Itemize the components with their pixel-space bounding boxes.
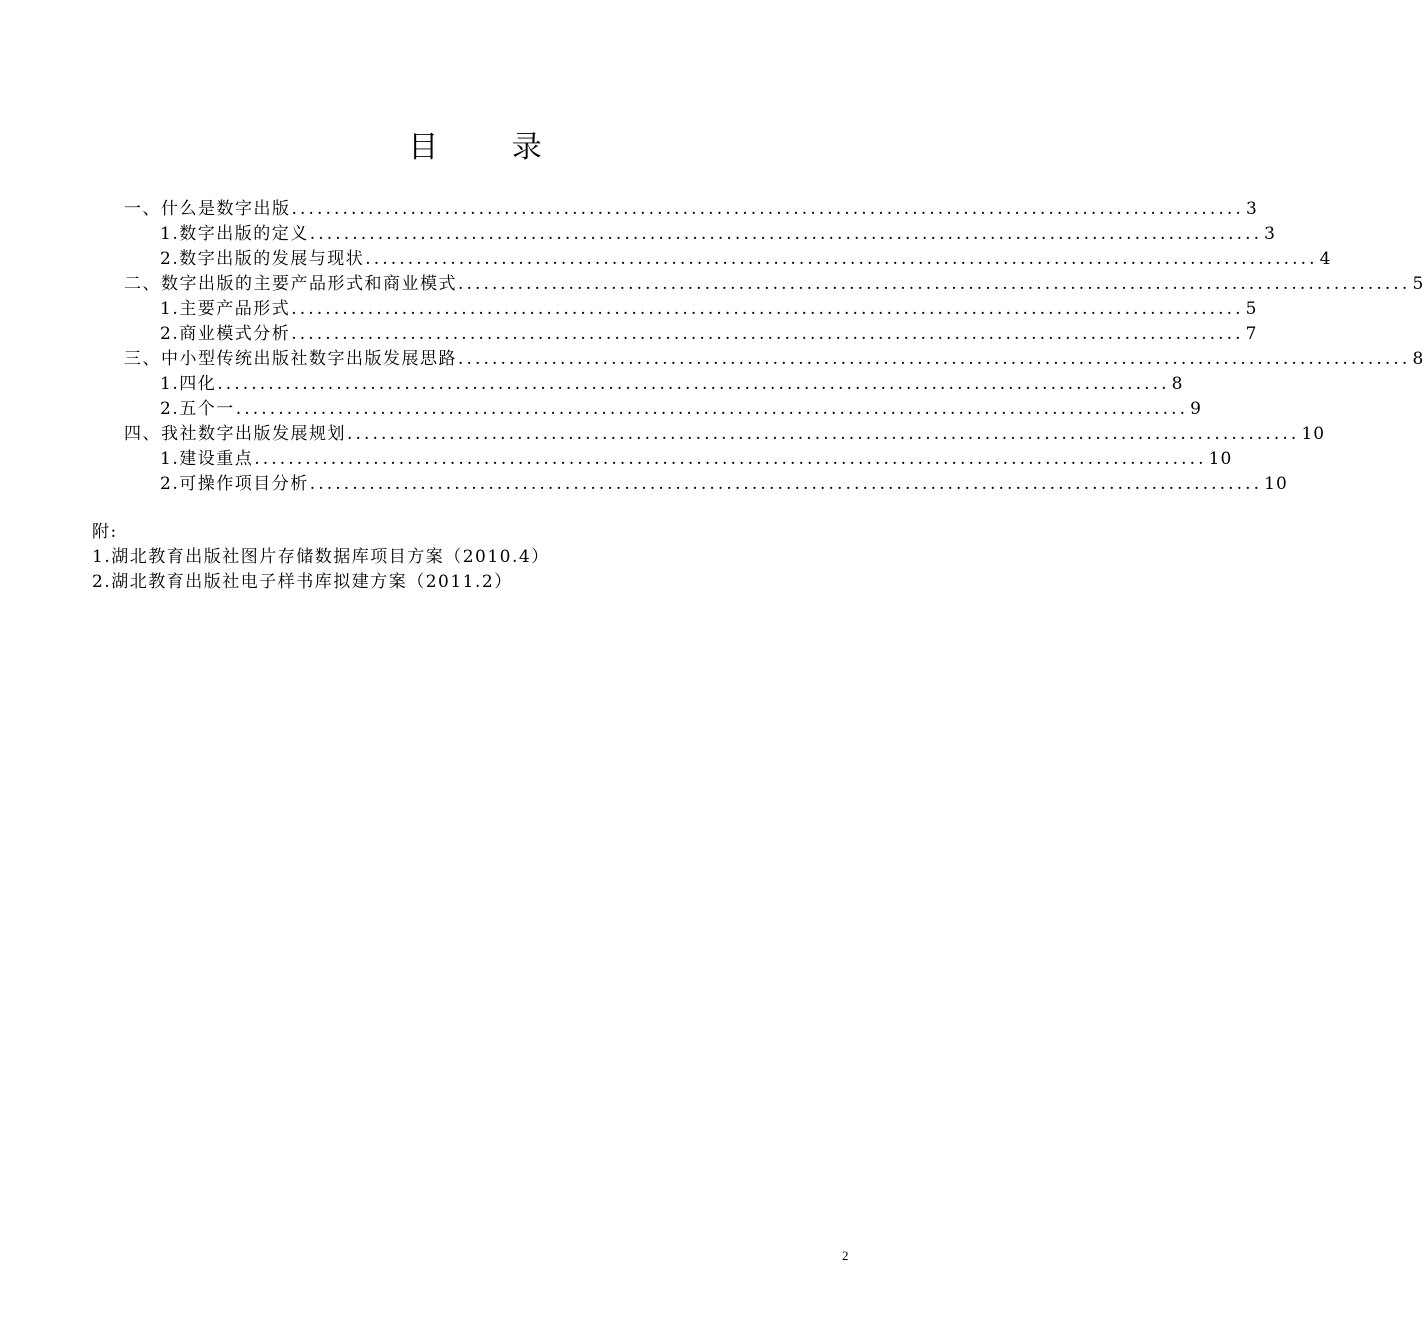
toc-entry-label: 2.数字出版的发展与现状	[160, 249, 365, 269]
toc-entry-label: 二、数字出版的主要产品形式和商业模式	[124, 274, 457, 294]
toc-dot-leader: ................................................................................................................	[458, 274, 1411, 294]
toc-entry-label: 一、什么是数字出版	[124, 199, 291, 219]
toc-dot-leader: ................................................................................................................	[347, 424, 1300, 444]
toc-entry-page: 10	[1208, 449, 1233, 469]
toc-entry-label: 1.数字出版的定义	[160, 224, 309, 244]
toc-entry-page: 4	[1319, 249, 1332, 269]
appendix-heading: 附:	[92, 522, 118, 542]
toc-dot-leader: ................................................................................................................	[458, 349, 1411, 369]
toc-entry-subsection[interactable]	[160, 472, 1288, 497]
toc-entry-page: 7	[1245, 324, 1258, 344]
toc-entry-subsection[interactable]	[160, 322, 1258, 347]
toc-dot-leader: ................................................................................................................	[217, 374, 1170, 394]
page-title: 目 录	[408, 130, 574, 165]
toc-entry-label: 2.可操作项目分析	[160, 474, 309, 494]
toc-entry-label: 三、中小型传统出版社数字出版发展思路	[124, 349, 457, 369]
toc-dot-leader: ................................................................................................................	[291, 299, 1244, 319]
appendix	[92, 520, 550, 595]
toc-entry-subsection[interactable]	[160, 247, 1332, 272]
toc-dot-leader: ................................................................................................................	[291, 324, 1244, 344]
toc-entry-label: 1.四化	[160, 374, 217, 394]
toc-entry-section-4[interactable]	[124, 422, 1326, 447]
toc-entry-page: 3	[1264, 224, 1276, 244]
toc-entry-page: 10	[1301, 424, 1326, 444]
toc-dot-leader: ................................................................................................................	[365, 249, 1318, 269]
toc-entry-label: 四、我社数字出版发展规划	[124, 424, 346, 444]
toc-entry-page: 9	[1190, 399, 1202, 419]
toc-entry-section-2[interactable]	[124, 272, 1424, 297]
toc-entry-section-3[interactable]	[124, 347, 1424, 372]
appendix-item: 1.湖北教育出版社图片存储数据库项目方案（2010.4）	[92, 547, 550, 567]
toc-dot-leader: ................................................................................................................	[309, 224, 1263, 244]
toc-entry-label: 2.商业模式分析	[160, 324, 291, 344]
toc-entry-page: 5	[1412, 274, 1424, 294]
appendix-item: 2.湖北教育出版社电子样书库拟建方案（2011.2）	[92, 572, 513, 592]
toc-entry-subsection[interactable]	[160, 447, 1233, 472]
toc-entry-page: 10	[1264, 474, 1288, 494]
toc-entry-label: 1.主要产品形式	[160, 299, 291, 319]
toc-entry-page: 8	[1412, 349, 1424, 369]
toc-entry-label: 2.五个一	[160, 399, 235, 419]
toc-entry-page: 3	[1245, 199, 1258, 219]
toc-dot-leader: ................................................................................................................	[235, 399, 1189, 419]
toc-entry-subsection[interactable]	[160, 297, 1258, 322]
toc-dot-leader: ................................................................................................................	[291, 199, 1244, 219]
toc-entry-page: 8	[1171, 374, 1184, 394]
toc-entry-subsection[interactable]	[160, 397, 1202, 422]
toc-dot-leader: ................................................................................................................	[254, 449, 1207, 469]
toc-entry-label: 1.建设重点	[160, 449, 254, 469]
toc-entry-section-1[interactable]	[124, 197, 1258, 222]
toc-dot-leader: ................................................................................................................	[309, 474, 1263, 494]
toc-entry-subsection[interactable]	[160, 222, 1276, 247]
toc-entry-page: 5	[1245, 299, 1258, 319]
toc-entry-subsection[interactable]	[160, 372, 1184, 397]
page-number: 2	[842, 1248, 849, 1263]
